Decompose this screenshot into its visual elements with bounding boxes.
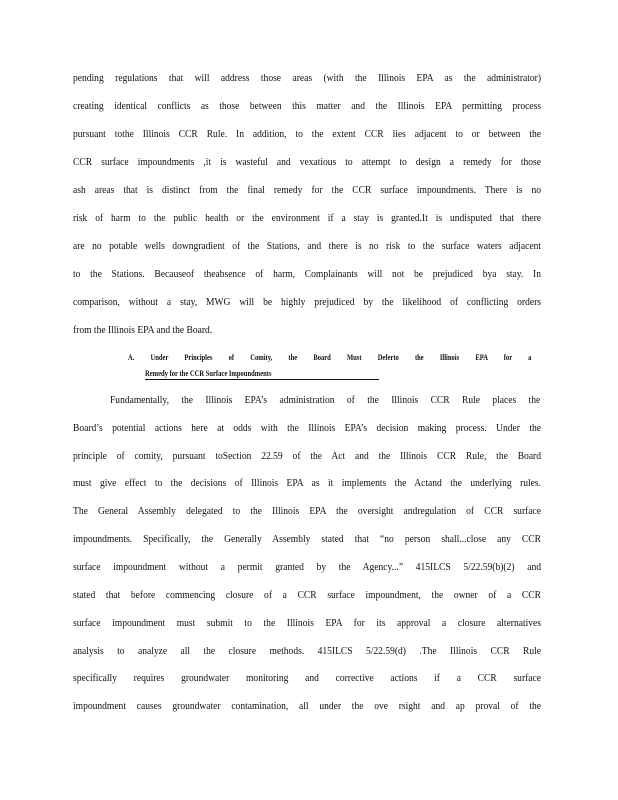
text-line: are no potable wells downgradient of the Stations, and there is no risk to the surface waters adjacent [73, 241, 541, 252]
text-line: pending regulations that will address those areas (with the Illinois EPA as the administrator) [73, 73, 541, 84]
text-line: risk of harm to the public health or the environment if a stay is granted.It is undisputed that there [73, 213, 541, 224]
text-line: surface impoundment must submit to the Illinois EPA for its approval a closure alternatives [73, 618, 541, 629]
text-line: principle of comity, pursuant toSection 22.59 of the Act and the Illinois CCR Rule, the Board [73, 451, 541, 462]
section-heading: A. Under Principles of Comity, the Board Must Deferto the Illinois EPA for a [128, 353, 532, 362]
text-line: specifically requires groundwater monitoring and corrective actions if a CCR surface [73, 673, 541, 684]
text-line: impoundment causes groundwater contamination, all under the ove rsight and ap proval of the [73, 701, 541, 712]
section-heading-continued: Remedy for the CCR Surface Impoundments [145, 369, 272, 378]
text-line: to the Stations. Becauseof theabsence of harm, Complainants will not be prejudiced bya stay. In [73, 269, 541, 280]
text-line: Board’s potential actions here at odds with the Illinois EPA’s decision making process. Under the [73, 423, 541, 434]
text-line: ash areas that is distinct from the final remedy for the CCR surface impoundments. There is no [73, 185, 541, 196]
text-line: CCR surface impoundments ,it is wasteful and vexatious to attempt to design a remedy for those [73, 157, 541, 168]
text-line: pursuant tothe Illinois CCR Rule. In addition, to the extent CCR lies adjacent to or between the [73, 129, 541, 140]
text-line: must give effect to the decisions of Illinois EPA as it implements the Actand the underlying rules. [73, 478, 541, 489]
heading-underline [145, 379, 379, 380]
text-line: The General Assembly delegated to the Illinois EPA the oversight andregulation of CCR surface [73, 506, 541, 517]
text-line: surface impoundment without a permit granted by the Agency...” 415ILCS 5/22.59(b)(2) and [73, 562, 541, 573]
text-line: impoundments. Specifically, the Generally Assembly stated that “no person shall...close any CCR [73, 534, 541, 545]
text-line: creating identical conflicts as those between this matter and the Illinois EPA permitting process [73, 101, 541, 112]
text-line: from the Illinois EPA and the Board. [73, 325, 213, 336]
text-line: comparison, without a stay, MWG will be highly prejudiced by the likelihood of conflicting orders [73, 297, 541, 308]
text-line: analysis to analyze all the closure methods. 415ILCS 5/22.59(d) .The Illinois CCR Rule [73, 646, 541, 657]
text-line: Fundamentally, the Illinois EPA’s administration of the Illinois CCR Rule places the [110, 395, 541, 406]
text-line: stated that before commencing closure of a CCR surface impoundment, the owner of a CCR [73, 590, 541, 601]
